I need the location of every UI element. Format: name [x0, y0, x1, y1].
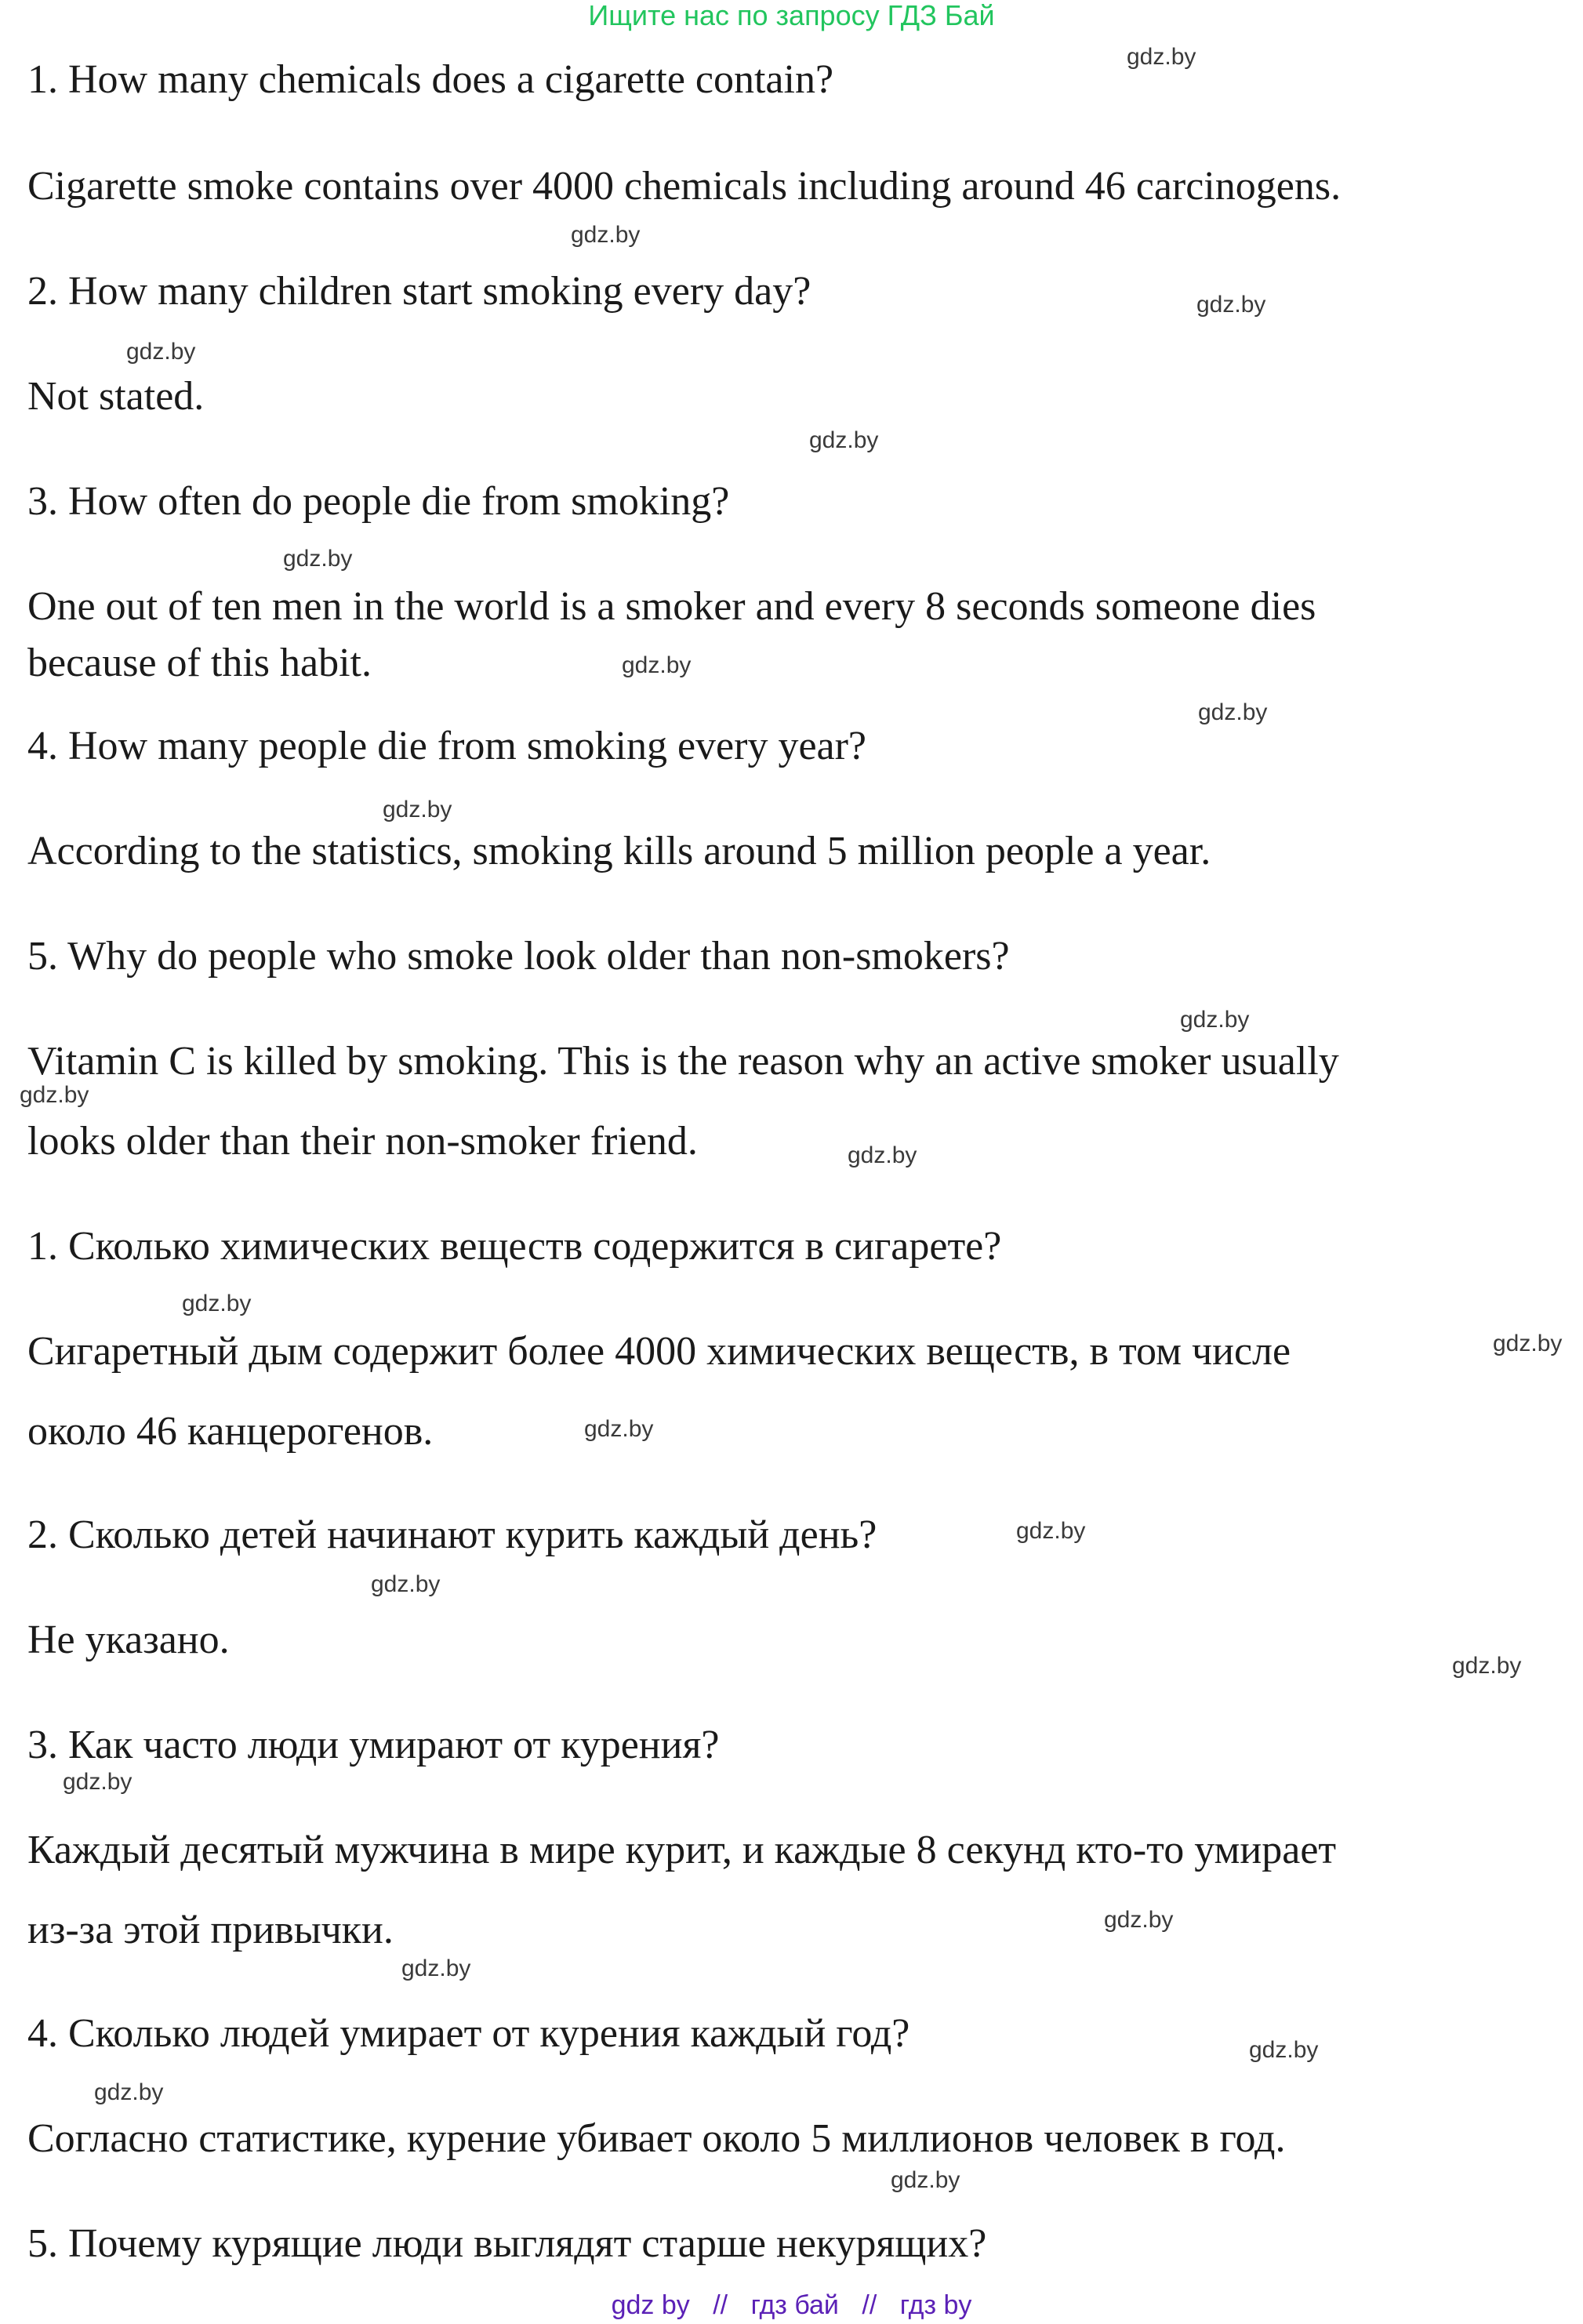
- answer-2-ru: Не указано.: [27, 1618, 230, 1662]
- watermark: gdz.by: [182, 1291, 252, 1316]
- question-1-en: 1. How many chemicals does a cigarette contain?: [27, 57, 834, 102]
- watermark: gdz.by: [891, 2167, 960, 2193]
- watermark: gdz.by: [571, 222, 641, 248]
- question-2-ru: 2. Сколько детей начинают курить каждый день?: [27, 1512, 877, 1557]
- question-1-ru: 1. Сколько химических веществ содержится в сигарете?: [27, 1224, 1002, 1269]
- question-4-ru: 4. Сколько людей умирает от курения каждый год?: [27, 2011, 910, 2056]
- watermark: gdz.by: [1016, 1518, 1086, 1544]
- answer-3-ru-line-2: из-за этой привычки.: [27, 1908, 394, 1952]
- watermark: gdz.by: [1196, 292, 1266, 318]
- watermark: gdz.by: [584, 1416, 654, 1442]
- answer-4-en: According to the statistics, smoking kills around 5 million people a year.: [27, 829, 1211, 873]
- footer-links: [0, 2290, 1583, 2321]
- watermark: gdz.by: [1127, 44, 1196, 70]
- answer-3-ru-line-1: Каждый десятый мужчина в мире курит, и каждые 8 секунд кто-то умирает: [27, 1828, 1337, 1872]
- watermark: gdz.by: [848, 1142, 917, 1168]
- answer-1-en: Cigarette smoke contains over 4000 chemicals including around 46 carcinogens.: [27, 164, 1342, 209]
- answer-1-ru-line-1: Сигаретный дым содержит более 4000 химических веществ, в том числе: [27, 1329, 1291, 1374]
- answer-5-en-line-2: looks older than their non-smoker friend.: [27, 1119, 698, 1164]
- watermark: gdz.by: [371, 1571, 441, 1597]
- watermark: gdz.by: [1249, 2037, 1319, 2063]
- answer-3-en-line-2: because of this habit.: [27, 641, 372, 685]
- answer-1-ru-line-2: около 46 канцерогенов.: [27, 1409, 434, 1454]
- question-2-en: 2. How many children start smoking every day?: [27, 269, 811, 314]
- footer-link-gdz-bai[interactable]: гдз бай: [750, 2290, 839, 2320]
- watermark: gdz.by: [809, 427, 879, 453]
- question-5-ru: 5. Почему курящие люди выглядят старше некурящих?: [27, 2221, 987, 2266]
- question-5-en: 5. Why do people who smoke look older than non-smokers?: [27, 934, 1010, 979]
- watermark: gdz.by: [622, 652, 692, 678]
- footer-separator: //: [862, 2290, 877, 2320]
- watermark: gdz.by: [283, 546, 353, 572]
- question-3-en: 3. How often do people die from smoking?: [27, 479, 730, 524]
- watermark: gdz.by: [1180, 1007, 1250, 1033]
- footer-separator: //: [713, 2290, 728, 2320]
- watermark: gdz.by: [1198, 699, 1268, 725]
- footer-link-gdz-by-cyr[interactable]: гдз by: [899, 2290, 972, 2320]
- question-4-en: 4. How many people die from smoking every year?: [27, 724, 867, 768]
- watermark: gdz.by: [1452, 1653, 1522, 1679]
- answer-4-ru: Согласно статистике, курение убивает около 5 миллионов человек в год.: [27, 2116, 1286, 2161]
- answer-3-en-line-1: One out of ten men in the world is a smoker and every 8 seconds someone dies: [27, 584, 1316, 629]
- watermark: gdz.by: [63, 1769, 133, 1795]
- watermark: gdz.by: [1493, 1331, 1563, 1356]
- answer-2-en: Not stated.: [27, 374, 205, 419]
- watermark: gdz.by: [94, 2079, 164, 2105]
- watermark: gdz.by: [20, 1082, 89, 1108]
- search-hint-link[interactable]: Ищите нас по запросу ГДЗ Бай: [588, 0, 995, 31]
- question-3-ru: 3. Как часто люди умирают от курения?: [27, 1723, 720, 1767]
- answer-5-en-line-1: Vitamin C is killed by smoking. This is the reason why an active smoker usually: [27, 1039, 1339, 1084]
- watermark: gdz.by: [126, 339, 196, 365]
- watermark: gdz.by: [401, 1955, 471, 1981]
- footer-link-gdz-by[interactable]: gdz by: [611, 2290, 690, 2320]
- watermark: gdz.by: [383, 797, 452, 822]
- watermark: gdz.by: [1104, 1907, 1174, 1933]
